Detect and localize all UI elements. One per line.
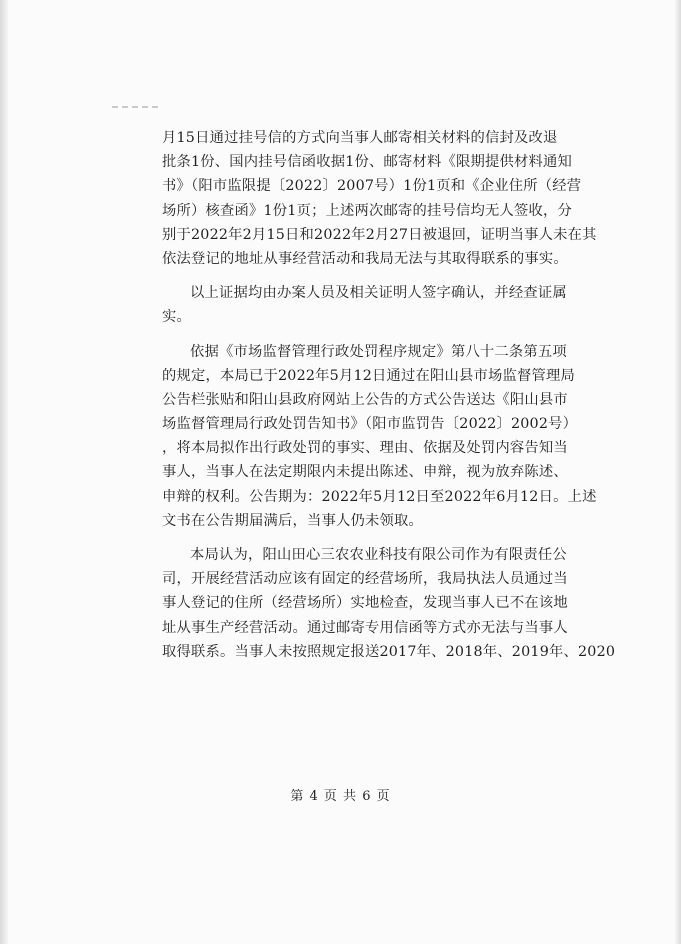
text-line: 别于2022年2月15日和2022年2月27日被退回，证明当事人未在其 bbox=[162, 226, 597, 243]
scan-artifact-mark bbox=[112, 106, 162, 108]
paragraph-bureau-finding bbox=[162, 543, 616, 664]
text-line: 实。 bbox=[162, 309, 191, 326]
paragraph-evidence-confirmation bbox=[162, 281, 567, 329]
paragraph-public-notice bbox=[162, 340, 597, 534]
text-line: 本局认为，阳山田心三农农业科技有限公司作为有限责任公 bbox=[190, 547, 567, 563]
text-line: 月15日通过挂号信的方式向当事人邮寄相关材料的信封及改退 bbox=[162, 130, 558, 146]
text-line: 申辩的权利。公告期为：2022年5月12日至2022年6月12日。上述 bbox=[162, 488, 597, 505]
text-line: 的规定，本局已于2022年5月12日通过在阳山县市场监督管理局 bbox=[162, 367, 575, 384]
text-line: 司，开展经营活动应该有固定的经营场所，我局执法人员通过当 bbox=[162, 571, 568, 588]
text-line: 址从事生产经营活动。通过邮寄专用信函等方式亦无法与当事人 bbox=[162, 619, 568, 636]
paragraph-mailing-evidence bbox=[162, 126, 597, 271]
text-line: 以上证据均由办案人员及相关证明人签字确认，并经查证属 bbox=[190, 285, 567, 302]
text-line: 事人，当事人在法定期限内未提出陈述、申辩，视为放弃陈述、 bbox=[162, 464, 568, 481]
body-text bbox=[162, 126, 616, 664]
text-line: 取得联系。当事人未按照规定报送2017年、2018年、2019年、2020 bbox=[162, 643, 616, 660]
text-line: 批条1份、国内挂号信函收据1份、邮寄材料《限期提供材料通知 bbox=[162, 154, 573, 171]
text-line: 书》（阳市监限提〔2022〕2007号）1份1页和《企业住所（经营 bbox=[162, 178, 582, 195]
text-line: 文书在公告期届满后，当事人仍未领取。 bbox=[162, 512, 423, 529]
text-line: 事人登记的住所（经营场所）实地检查，发现当事人已不在该地 bbox=[162, 595, 568, 612]
text-line: 依据《市场监督管理行政处罚程序规定》第八十二条第五项 bbox=[190, 343, 567, 360]
text-line: 场所）核查函》1份1页；上述两次邮寄的挂号信均无人签收，分 bbox=[162, 202, 573, 219]
text-line: 依法登记的地址从事经营活动和我局无法与其取得联系的事实。 bbox=[162, 250, 568, 267]
text-line: 公告栏张贴和阳山县政府网站上公告的方式公告送达《阳山县市 bbox=[162, 391, 568, 408]
text-line: 场监督管理局行政处罚告知书》（阳市监罚告〔2022〕2002号） bbox=[162, 416, 578, 433]
page-number-footer: 第 4 页 共 6 页 bbox=[290, 789, 391, 804]
text-line: ，将本局拟作出行政处罚的事实、理由、依据及处罚内容告知当 bbox=[162, 440, 568, 457]
